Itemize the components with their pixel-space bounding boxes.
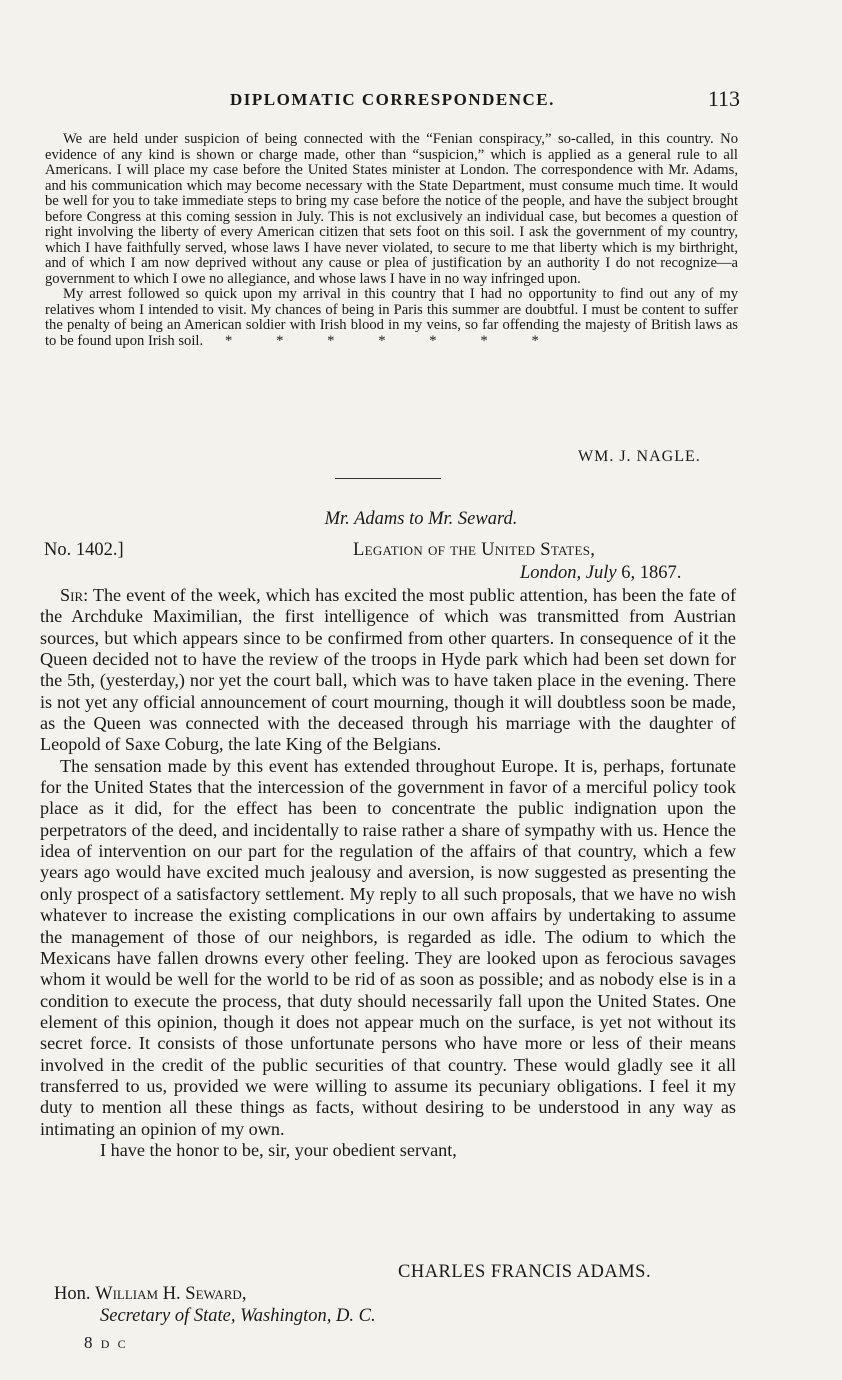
letter-paragraph-text: The event of the week, which has excited the most public attention, has been the fate of the Archduke Maximilian, the first intelligence of which was transmitted from Austrian sources, but which appears since to be confirmed from other quarters. In consequence of it the Queen decided not to have the review of the troops in Hyde park which had been set down for the 5th, (yesterday,) nor yet the court ball, which was to have taken place in the evening. There is not yet any official announcement of court mourning, though it will doubtless soon be made, as the Queen was connected with the deceased through his marriage with the daughter of Leopold of Saxe Coburg, the late King of the Belgians.	[40, 585, 737, 755]
page-header	[45, 86, 740, 118]
letter-signature: CHARLES FRANCIS ADAMS.	[398, 1262, 652, 1282]
prior-letter-paragraph-text: My arrest followed so quick upon my arrival in this country that I had no opportunity to find out any of my relatives whom I intended to visit. My chances of being in Paris this summer are doubtful. I must be content to suffer the penalty of being an American soldier with Irish blood in my veins, so far offending the majesty of British laws as to be found upon Irish soil.	[45, 286, 738, 349]
addressee-title: Secretary of State, Washington, D. C.	[100, 1306, 376, 1326]
legation-heading: Legation of the United States,	[353, 540, 596, 560]
letter-title: Mr. Adams to Mr. Seward.	[324, 509, 518, 529]
addressee	[54, 1284, 246, 1305]
dateline-day: 6, 1867.	[621, 563, 682, 583]
dispatch-number: No. 1402.]	[44, 540, 124, 560]
ellipsis-stars: * * * * * * *	[224, 332, 539, 349]
letter-paragraph: The sensation made by this event has extended throughout Europe. It is, perhaps, fortunate for the United States that the intercession of the government in favor of a merciful policy took place as it did, for the effect has been to concentrate the public indignation upon the perpetrators of the deed, and incidentally to raise rather a share of sympathy with us. Hence the idea of intervention on our part for the regulation of the affairs of that country, which a few years ago would have excited much jealousy and aversion, is now suggested as presenting the only prospect of a satisfactory settlement. My reply to all such proposals, that we have no wish whatever to increase the existing complications in our own affairs by undertaking to assume the management of those of our neighbors, is regarded as idle. The odium to which the Mexicans have fallen drowns every other feeling. They are looked upon as ferocious savages whom it would be well for the world to be rid of as soon as possible; and as nobody else is in a condition to execute the process, that duty should necessarily fall upon the United States. One element of this opinion, though it does not appear much on the surface, is yet not without its secret force. It consists of those unfortunate persons who have more or less of their means involved in the credit of the public securities of that country. These would gladly see it all transferred to us, provided we were willing to assume its pecuniary obligations. I feel it my duty to mention all these things as facts, without desiring to be understood in any way as intimating an opinion of my own.	[40, 755, 736, 1139]
prior-letter-paragraph	[45, 287, 738, 349]
prior-letter-signature: WM. J. NAGLE.	[578, 448, 701, 465]
letter-paragraph	[40, 585, 736, 756]
addressee-name: William H. Seward,	[95, 1284, 247, 1304]
letter-body	[40, 585, 736, 1161]
addressee-prefix: Hon.	[54, 1284, 91, 1304]
dateline	[520, 563, 681, 584]
signature-mark: 8 d c	[84, 1333, 128, 1352]
prior-letter-text	[45, 132, 738, 349]
dateline-place: London, July	[520, 563, 617, 583]
section-divider	[335, 478, 441, 479]
salutation: Sir:	[60, 585, 89, 605]
page-number: 113	[707, 86, 740, 111]
prior-letter-paragraph: We are held under suspicion of being connected with the “Fenian conspiracy,” so-called, in this country. No evidence of any kind is shown or charge made, other than “suspicion,” which is applied as a general rule to all Americans. I will place my case before the United States minister at London. The correspondence with Mr. Adams, and his communication which may become necessary with the State Department, must consume much time. It would be well for you to take immediate steps to bring my case before the notice of the people, and have the subject brought before Congress at this coming session in July. This is not exclusively an individual case, but becomes a question of right involving the liberty of every American citizen that sets foot on this soil. I ask the government of my country, which I have faithfully served, whose laws I have never violated, to secure to me that liberty which is my birthright, and of which I am now deprived without any cause or plea of justification by an authority I do not recognize—a government to which I owe no allegiance, and whose laws I have in no way infringed upon.	[45, 131, 738, 287]
running-head: DIPLOMATIC CORRESPONDENCE.	[230, 90, 555, 109]
closing-line: I have the honor to be, sir, your obedient servant,	[100, 1139, 457, 1160]
